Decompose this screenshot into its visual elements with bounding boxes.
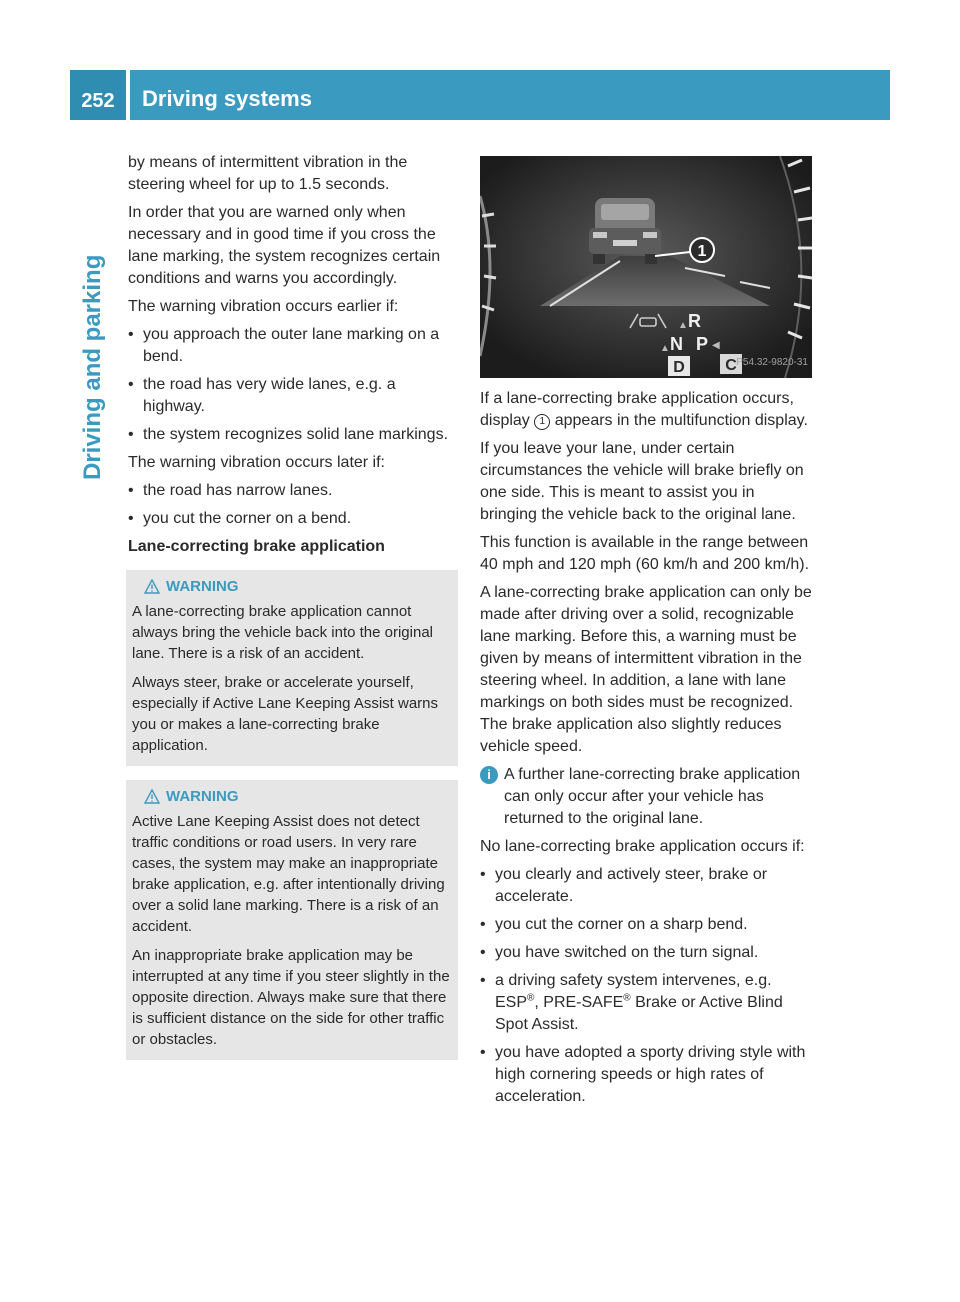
list-title: The warning vibration occurs earlier if: (128, 298, 399, 315)
section-title: Driving systems (142, 86, 312, 111)
gear-p: P (696, 334, 709, 354)
list-title: No lane-correcting brake application occurs if: (480, 838, 805, 855)
gear-d: D (673, 359, 685, 376)
warning-text: An inappropriate brake application may be interrupted at any time if you steer slightly in the opposite direction. Always make sure that there is sufficient distance on the side for other traffic or obstacles. (132, 947, 450, 1048)
instrument-cluster-figure (480, 156, 812, 378)
list-item: • you approach the outer lane marking on a bend. (128, 324, 458, 368)
paragraph: A lane-correcting brake application can only be made after driving over a solid, recognizable lane marking. Before this, a warning must be given by means of intermittent vibration in the steering wheel. In addition, a lane with lane markings on both sides must be recognized. The brake application also slightly reduces vehicle speed. (480, 584, 812, 755)
warning-box (126, 570, 458, 766)
cluster-illustration (480, 156, 812, 378)
info-icon: i (480, 766, 498, 784)
list-item: • you clearly and actively steer, brake or accelerate. (480, 864, 812, 908)
list-item: • you cut the corner on a sharp bend. (480, 914, 812, 936)
info-text: A further lane-correcting brake application can only occur after your vehicle has returned to the original lane. (504, 766, 801, 827)
paragraph: If you leave your lane, under certain circumstances the vehicle will brake briefly on one side. This is meant to assist you in bringing the vehicle back to the original lane. (480, 440, 804, 523)
gear-r: R (688, 311, 701, 331)
paragraph: by means of intermittent vibration in the steering wheel for up to 1.5 seconds. (128, 154, 408, 193)
page-number: 252 (81, 90, 115, 112)
warning-text: A lane-correcting brake application cannot always bring the vehicle back into the original lane. There is a risk of an accident. (132, 603, 434, 662)
info-note (480, 764, 812, 830)
warning-icon (144, 789, 160, 804)
gear-c: C (725, 357, 737, 374)
warning-title: WARNING (166, 788, 239, 805)
warning-text: Always steer, brake or accelerate yourself, especially if Active Lane Keeping Assist warns you or makes a lane-correcting brake application. (132, 674, 438, 754)
paragraph: In order that you are warned only when necessary and in good time if you cross the lane marking, the system recognizes certain conditions and warns you accordingly. (128, 204, 441, 287)
list-item: • the system recognizes solid lane markings. (128, 424, 458, 446)
right-column (480, 156, 812, 1114)
gear-n: N (670, 334, 683, 354)
list-item: • a driving safety system intervenes, e.g. ESP®, PRE-SAFE® Brake or Active Blind Spot Assist. (480, 970, 812, 1036)
callout-ref: 1 (534, 414, 550, 430)
side-tab-label: Driving and parking (79, 254, 106, 480)
list-item: • you have adopted a sporty driving style with high cornering speeds or high rates of acceleration. (480, 1042, 812, 1108)
figure-code: P54.32-9820-31 (736, 357, 808, 368)
list-item: • the road has narrow lanes. (128, 480, 458, 502)
callout-number: 1 (697, 243, 707, 260)
warning-text: Active Lane Keeping Assist does not detect traffic conditions or road users. In very rare cases, the system may make an inappropriate brake application, e.g. after intentionally driving over a solid lane marking. There is a risk of an accident. (132, 813, 445, 935)
list-item: • you cut the corner on a bend. (128, 508, 458, 530)
subheading: Lane-correcting brake application (128, 538, 385, 555)
paragraph: If a lane-correcting brake application occurs, display 1 appears in the multifunction display. (480, 390, 808, 429)
list-item: • you have switched on the turn signal. (480, 942, 812, 964)
list-item: • the road has very wide lanes, e.g. a highway. (128, 374, 458, 418)
left-column (128, 152, 458, 1074)
list-title: The warning vibration occurs later if: (128, 454, 385, 471)
svg-text:▲: ▲ (678, 320, 688, 331)
warning-box (126, 780, 458, 1060)
paragraph: This function is available in the range between 40 mph and 120 mph (60 km/h and 200 km/h). (480, 534, 810, 573)
warning-header (144, 576, 450, 597)
svg-text:▲: ▲ (660, 343, 670, 354)
svg-text:◀: ◀ (712, 340, 720, 351)
page-header (70, 70, 890, 120)
warning-icon (144, 579, 160, 594)
warning-title: WARNING (166, 578, 239, 595)
warning-header (144, 786, 450, 807)
